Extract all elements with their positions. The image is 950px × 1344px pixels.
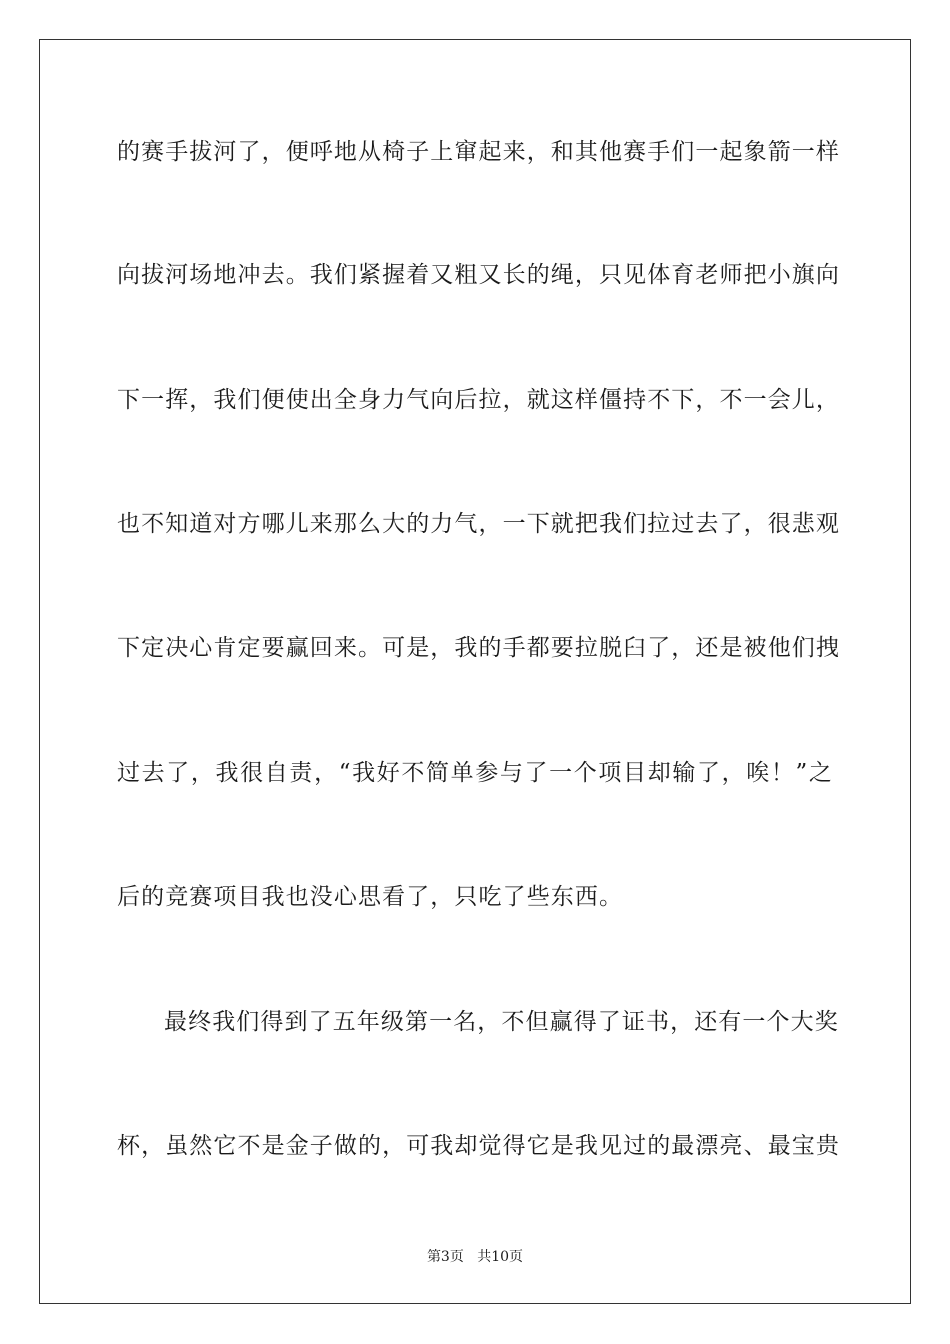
text-line: 下一挥，我们便使出全身力气向后拉，就这样僵持不下，不一会儿， xyxy=(117,387,840,413)
page-footer xyxy=(0,1248,950,1266)
page-number: 第3页 xyxy=(426,1249,464,1265)
page-total: 共10页 xyxy=(477,1249,524,1265)
page-border xyxy=(39,39,911,1304)
text-line: 杯，虽然它不是金子做的，可我却觉得它是我见过的最漂亮、最宝贵 xyxy=(117,1133,840,1159)
text-line: 向拔河场地冲去。我们紧握着又粗又长的绳，只见体育老师把小旗向 xyxy=(117,262,840,288)
text-line: 也不知道对方哪儿来那么大的力气，一下就把我们拉过去了，很悲观 xyxy=(117,511,840,537)
text-line: 后的竞赛项目我也没心思看了，只吃了些东西。 xyxy=(117,884,624,910)
text-line: 过去了，我很自责，“我好不简单参与了一个项目却输了，唉！”之 xyxy=(117,760,833,786)
paragraph-first-line: 最终我们得到了五年级第一名，不但赢得了证书，还有一个大奖 xyxy=(164,1009,839,1035)
text-line: 的赛手拔河了，便呼地从椅子上窜起来，和其他赛手们一起象箭一样 xyxy=(117,139,840,165)
text-line: 下定决心肯定要赢回来。可是，我的手都要拉脱臼了，还是被他们拽 xyxy=(117,635,840,661)
